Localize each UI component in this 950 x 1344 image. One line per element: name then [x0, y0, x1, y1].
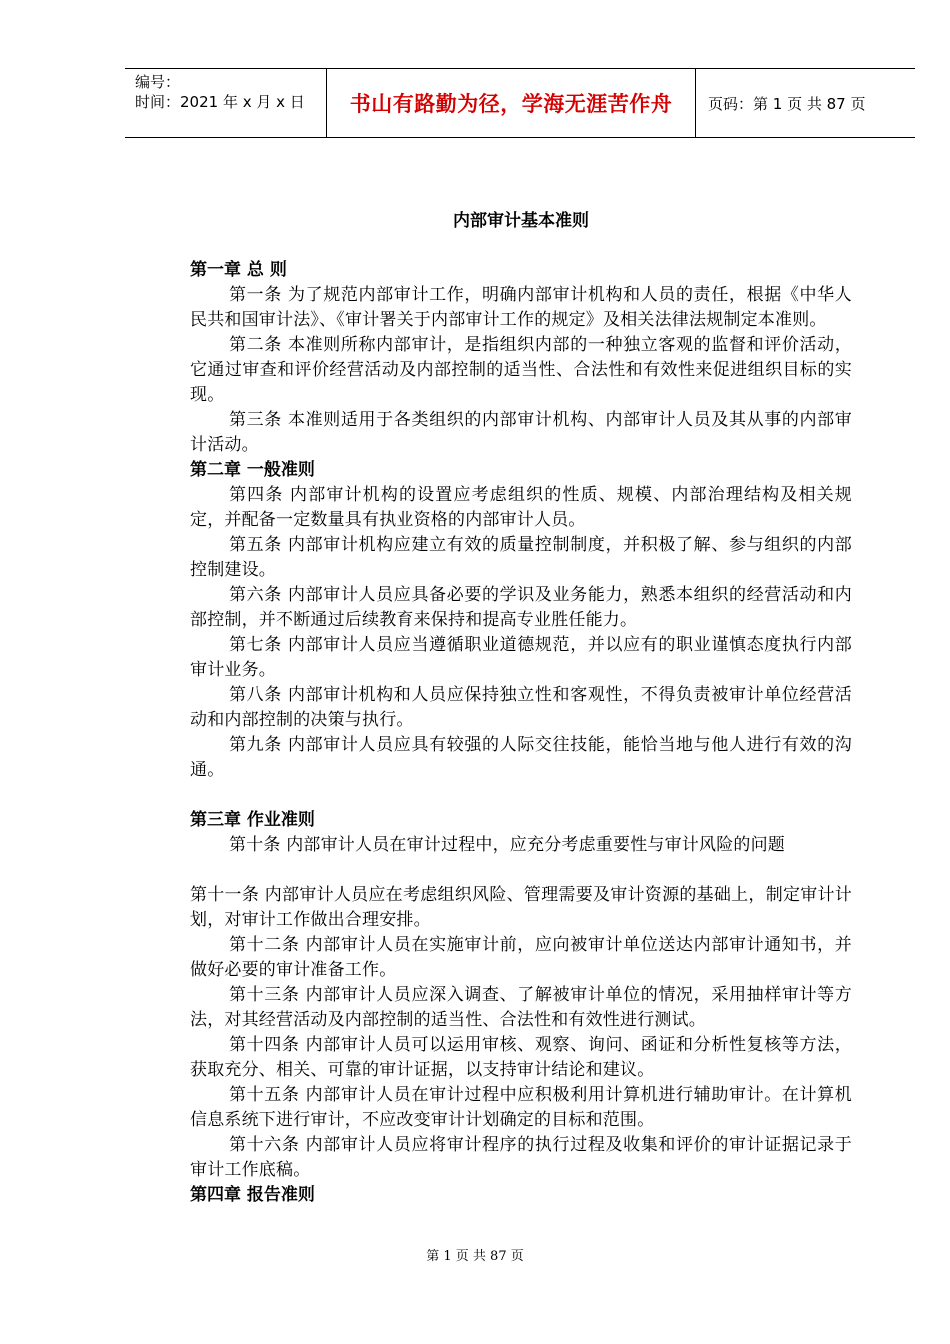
- spacer: [190, 858, 852, 883]
- chapter-heading-2: 第二章 一般准则: [190, 460, 315, 480]
- article-10: 第十条 内部审计人员在审计过程中，应充分考虑重要性与审计风险的问题: [229, 835, 786, 855]
- article-7: 第七条 内部审计人员应当遵循职业道德规范，并以应有的职业谨慎态度执行内部审计业务。: [190, 635, 852, 680]
- document-title: 内部审计基本准则: [453, 211, 589, 231]
- page-footer: [0, 1245, 950, 1264]
- article-2: 第二条 本准则所称内部审计，是指组织内部的一种独立客观的监督和评价活动，它通过审查和评价经营活动及内部控制的适当性、合法性和有效性来促进组织目标的实现。: [190, 335, 852, 405]
- chapter-heading-3: 第三章 作业准则: [190, 810, 315, 830]
- chapter-heading-1: 第一章 总 则: [190, 260, 287, 280]
- document-number-label: 编号：: [135, 73, 181, 91]
- header-meta: [125, 69, 327, 137]
- article-14: 第十四条 内部审计人员可以运用审核、观察、询问、函证和分析性复核等方法，获取充分、相关、可靠的审计证据，以支持审计结论和建议。: [190, 1035, 852, 1080]
- article-16: 第十六条 内部审计人员应将审计程序的执行过程及收集和评价的审计证据记录于审计工作底稿。: [190, 1135, 852, 1180]
- document-date-label: 时间：2021 年 x 月 x 日: [135, 93, 305, 111]
- footer-page-number: 第 1 页 共 87 页: [426, 1249, 524, 1264]
- document-body: [190, 206, 852, 1208]
- header-page-info: 页码：第 1 页 共 87 页: [708, 94, 866, 113]
- article-9: 第九条 内部审计人员应具有较强的人际交往技能，能恰当地与他人进行有效的沟通。: [190, 735, 852, 780]
- article-15: 第十五条 内部审计人员在审计过程中应积极利用计算机进行辅助审计。在计算机信息系统下进行审计，不应改变审计计划确定的目标和范围。: [190, 1085, 852, 1130]
- article-6: 第六条 内部审计人员应具备必要的学识及业务能力，熟悉本组织的经营活动和内部控制，并不断通过后续教育来保持和提高专业胜任能力。: [190, 585, 852, 630]
- header-page-info-cell: [696, 69, 915, 137]
- article-11: 第十一条 内部审计人员应在考虑组织风险、管理需要及审计资源的基础上，制定审计计划，对审计工作做出合理安排。: [190, 885, 852, 930]
- page-header: [125, 68, 915, 138]
- header-motto: 书山有路勤为径，学海无涯苦作舟: [349, 92, 673, 116]
- article-5: 第五条 内部审计机构应建立有效的质量控制制度，并积极了解、参与组织的内部控制建设。: [190, 535, 852, 580]
- article-8: 第八条 内部审计机构和人员应保持独立性和客观性，不得负责被审计单位经营活动和内部控制的决策与执行。: [190, 685, 852, 730]
- article-3: 第三条 本准则适用于各类组织的内部审计机构、内部审计人员及其从事的内部审计活动。: [190, 410, 852, 455]
- spacer: [190, 783, 852, 808]
- article-1: 第一条 为了规范内部审计工作，明确内部审计机构和人员的责任，根据《中华人民共和国审计法》、《审计署关于内部审计工作的规定》及相关法律法规制定本准则。: [190, 285, 852, 330]
- header-motto-cell: [327, 69, 696, 137]
- chapter-heading-4: 第四章 报告准则: [190, 1185, 315, 1205]
- article-4: 第四条 内部审计机构的设置应考虑组织的性质、规模、内部治理结构及相关规定，并配备一定数量具有执业资格的内部审计人员。: [190, 485, 852, 530]
- article-12: 第十二条 内部审计人员在实施审计前，应向被审计单位送达内部审计通知书，并做好必要的审计准备工作。: [190, 935, 852, 980]
- article-13: 第十三条 内部审计人员应深入调查、了解被审计单位的情况，采用抽样审计等方法，对其经营活动及内部控制的适当性、合法性和有效性进行测试。: [190, 985, 852, 1030]
